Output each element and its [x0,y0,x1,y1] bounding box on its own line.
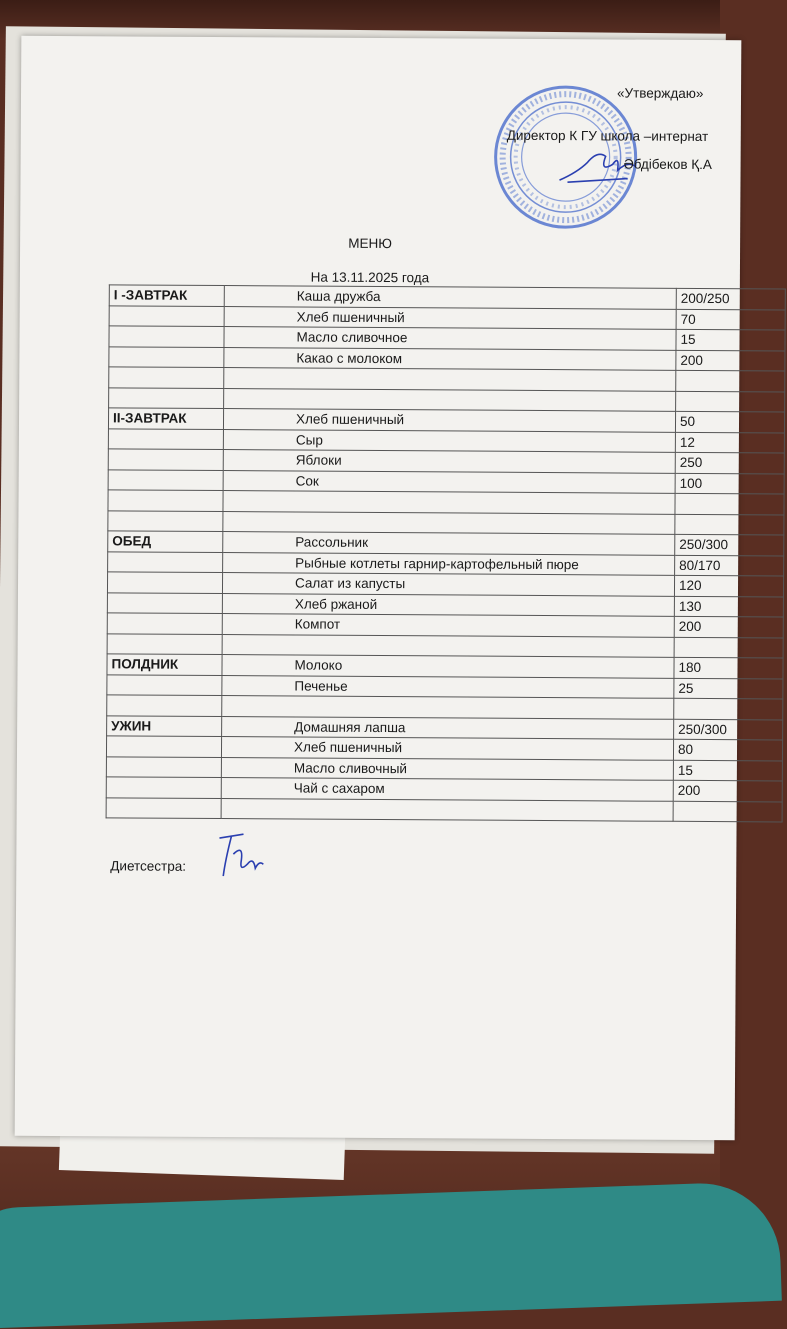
dish-cell: Масло сливочный [221,757,673,780]
quantity-cell: 200 [676,350,785,371]
dish-cell: Компот [222,614,674,637]
teal-cloth [0,1181,782,1329]
quantity-cell [675,493,784,514]
meal-cell: УЖИН [107,715,222,736]
meal-cell [108,551,223,572]
quantity-cell: 70 [676,309,785,330]
quantity-cell: 200 [673,780,782,801]
quantity-cell: 250/300 [675,534,784,555]
meal-cell [107,674,222,695]
meal-cell: ОБЕД [108,531,223,552]
director-name: Әбдібеков Қ.А [623,156,712,173]
quantity-cell [674,637,783,658]
dish-cell: Сыр [223,429,675,452]
meal-cell [108,449,223,470]
quantity-cell: 250 [675,452,784,473]
meal-cell [109,367,224,388]
dish-cell: Хлеб пшеничный [221,737,673,760]
dish-cell: Рассольник [223,532,675,555]
document-title: МЕНЮ [348,235,392,252]
dish-cell [221,798,673,821]
dish-cell [222,634,674,657]
dish-cell: Чай с сахаром [221,778,673,801]
document-date: На 13.11.2025 года [310,269,430,286]
meal-cell [106,777,221,798]
dish-cell: Хлеб пшеничный [223,409,675,432]
quantity-cell: 15 [676,329,785,350]
dish-cell [223,511,675,534]
quantity-cell [673,801,782,822]
meal-cell [108,490,223,511]
meal-cell [107,572,222,593]
quantity-cell [676,391,785,412]
meal-cell [107,613,222,634]
quantity-cell: 200 [674,616,783,637]
dish-cell [224,368,676,391]
quantity-cell [674,698,783,719]
meal-cell [109,387,224,408]
meal-cell [107,592,222,613]
approval-label: «Утверждаю» [616,85,704,101]
meal-cell [109,346,224,367]
dish-cell: Домашняя лапша [222,716,674,739]
dish-cell: Масло сливочное [224,327,676,350]
dish-cell: Печенье [222,675,674,698]
meal-cell [106,736,221,757]
dish-cell: Хлеб пшеничный [224,306,676,329]
quantity-cell: 80 [673,739,782,760]
meal-cell [108,428,223,449]
dish-cell [224,388,676,411]
meal-cell [109,326,224,347]
quantity-cell: 180 [674,657,783,678]
meal-cell: ПОЛДНИК [107,654,222,675]
quantity-cell: 130 [674,596,783,617]
meal-cell [107,695,222,716]
quantity-cell: 120 [674,575,783,596]
menu-table [106,284,786,822]
table-row [106,797,782,822]
meal-cell: II-ЗАВТРАК [108,408,223,429]
dish-cell [222,696,674,719]
meal-cell: I -ЗАВТРАК [109,285,224,306]
dish-cell [223,491,675,514]
dish-cell: Яблоки [223,450,675,473]
dish-cell: Хлеб ржаной [222,593,674,616]
dietitian-signature [211,830,271,880]
quantity-cell [675,514,784,535]
quantity-cell: 100 [675,473,784,494]
meal-cell [108,469,223,490]
meal-cell [106,797,221,818]
dish-cell: Сок [223,470,675,493]
meal-cell [107,633,222,654]
quantity-cell: 15 [673,760,782,781]
dish-cell: Какао с молоком [224,347,676,370]
quantity-cell: 25 [674,678,783,699]
dish-cell: Салат из капусты [222,573,674,596]
quantity-cell: 80/170 [675,555,784,576]
meal-cell [106,756,221,777]
dish-cell: Молоко [222,655,674,678]
meal-cell [108,510,223,531]
quantity-cell: 12 [675,432,784,453]
quantity-cell: 50 [675,411,784,432]
dish-cell: Рыбные котлеты гарнир-картофельный пюре [223,552,675,575]
quantity-cell [676,370,785,391]
dish-cell: Каша дружба [224,286,676,309]
director-title: Директор К ГУ школа –интернат [506,127,709,145]
quantity-cell: 250/300 [674,719,783,740]
menu-document [15,36,742,1140]
dietitian-label: Диетсестра: [110,858,187,874]
meal-cell [109,305,224,326]
quantity-cell: 200/250 [676,288,785,309]
